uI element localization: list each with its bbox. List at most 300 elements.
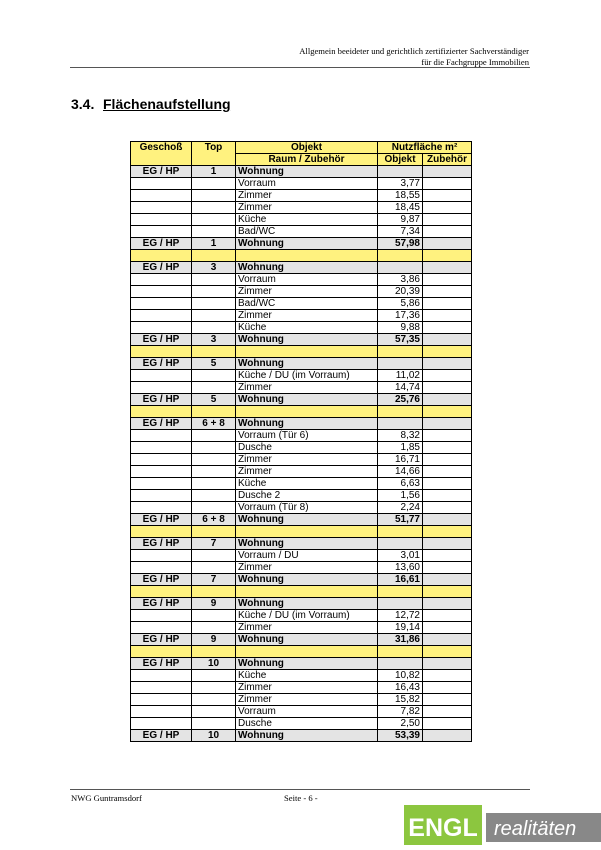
engl-logo bbox=[390, 803, 601, 848]
room-area: 18,55 bbox=[378, 190, 423, 202]
empty-cell bbox=[192, 202, 236, 214]
room-name: Zimmer bbox=[236, 310, 378, 322]
total-label: Wohnung bbox=[236, 730, 378, 742]
empty-cell bbox=[423, 202, 472, 214]
room-area: 1,85 bbox=[378, 442, 423, 454]
room-area: 9,88 bbox=[378, 322, 423, 334]
room-row bbox=[131, 610, 472, 622]
spacer-row bbox=[131, 646, 472, 658]
empty-cell bbox=[378, 250, 423, 262]
empty-cell bbox=[192, 610, 236, 622]
room-row bbox=[131, 202, 472, 214]
unit-header-row bbox=[131, 358, 472, 370]
footer-divider bbox=[70, 789, 530, 790]
total-area: 25,76 bbox=[378, 394, 423, 406]
unit-total-row bbox=[131, 574, 472, 586]
empty-cell bbox=[192, 286, 236, 298]
empty-cell bbox=[131, 406, 192, 418]
empty-cell bbox=[423, 610, 472, 622]
room-name: Küche / DU (im Vorraum) bbox=[236, 370, 378, 382]
empty-cell bbox=[423, 574, 472, 586]
empty-cell bbox=[131, 190, 192, 202]
room-name: Zimmer bbox=[236, 190, 378, 202]
unit-total-row bbox=[131, 730, 472, 742]
unit-label: Wohnung bbox=[236, 598, 378, 610]
empty-cell bbox=[131, 550, 192, 562]
empty-cell bbox=[131, 286, 192, 298]
unit-top: 9 bbox=[192, 598, 236, 610]
header-line-1: Allgemein beeideter und gerichtlich zertifizierter Sachverständiger bbox=[299, 46, 529, 56]
col-header-nutzflaeche: Nutzfläche m² bbox=[378, 142, 472, 154]
empty-cell bbox=[378, 586, 423, 598]
empty-cell bbox=[192, 526, 236, 538]
col-header-zub: Zubehör bbox=[423, 154, 472, 166]
room-area: 8,32 bbox=[378, 430, 423, 442]
empty-cell bbox=[131, 370, 192, 382]
room-name: Zimmer bbox=[236, 454, 378, 466]
unit-geschoss: EG / HP bbox=[131, 598, 192, 610]
room-area: 9,87 bbox=[378, 214, 423, 226]
empty-cell bbox=[192, 718, 236, 730]
footer-project: NWG Guntramsdorf bbox=[71, 793, 142, 803]
room-name: Vorraum bbox=[236, 274, 378, 286]
room-row bbox=[131, 622, 472, 634]
empty-cell bbox=[131, 430, 192, 442]
empty-cell bbox=[423, 622, 472, 634]
empty-cell bbox=[236, 346, 378, 358]
total-geschoss: EG / HP bbox=[131, 394, 192, 406]
room-row bbox=[131, 370, 472, 382]
total-geschoss: EG / HP bbox=[131, 730, 192, 742]
room-name: Dusche bbox=[236, 718, 378, 730]
empty-cell bbox=[423, 370, 472, 382]
unit-geschoss: EG / HP bbox=[131, 538, 192, 550]
unit-geschoss: EG / HP bbox=[131, 358, 192, 370]
header-divider bbox=[70, 67, 530, 68]
empty-cell bbox=[423, 226, 472, 238]
unit-header-row bbox=[131, 538, 472, 550]
spacer-row bbox=[131, 250, 472, 262]
empty-cell bbox=[423, 382, 472, 394]
room-name: Zimmer bbox=[236, 286, 378, 298]
room-area: 11,02 bbox=[378, 370, 423, 382]
empty-cell bbox=[192, 682, 236, 694]
empty-cell bbox=[423, 598, 472, 610]
empty-cell bbox=[131, 490, 192, 502]
room-row bbox=[131, 562, 472, 574]
empty-cell bbox=[423, 502, 472, 514]
empty-cell bbox=[378, 418, 423, 430]
room-area: 3,86 bbox=[378, 274, 423, 286]
empty-cell bbox=[192, 250, 236, 262]
room-area: 2,24 bbox=[378, 502, 423, 514]
empty-cell bbox=[423, 466, 472, 478]
empty-cell bbox=[192, 454, 236, 466]
room-row bbox=[131, 682, 472, 694]
empty-cell bbox=[236, 586, 378, 598]
unit-geschoss: EG / HP bbox=[131, 262, 192, 274]
empty-cell bbox=[131, 178, 192, 190]
empty-cell bbox=[423, 490, 472, 502]
room-area: 6,63 bbox=[378, 478, 423, 490]
empty-cell bbox=[423, 682, 472, 694]
empty-cell bbox=[192, 502, 236, 514]
empty-cell bbox=[192, 478, 236, 490]
total-label: Wohnung bbox=[236, 394, 378, 406]
empty-cell bbox=[192, 622, 236, 634]
empty-cell bbox=[131, 718, 192, 730]
unit-total-row bbox=[131, 334, 472, 346]
empty-cell bbox=[192, 382, 236, 394]
unit-header-row bbox=[131, 418, 472, 430]
room-row bbox=[131, 226, 472, 238]
empty-cell bbox=[131, 466, 192, 478]
empty-cell bbox=[131, 250, 192, 262]
empty-cell bbox=[378, 406, 423, 418]
total-geschoss: EG / HP bbox=[131, 238, 192, 250]
empty-cell bbox=[192, 550, 236, 562]
empty-cell bbox=[423, 718, 472, 730]
empty-cell bbox=[192, 298, 236, 310]
empty-cell bbox=[378, 166, 423, 178]
empty-cell bbox=[423, 406, 472, 418]
empty-cell bbox=[423, 178, 472, 190]
total-area: 57,98 bbox=[378, 238, 423, 250]
room-row bbox=[131, 442, 472, 454]
empty-cell bbox=[236, 406, 378, 418]
unit-top: 6 + 8 bbox=[192, 418, 236, 430]
room-row bbox=[131, 694, 472, 706]
empty-cell bbox=[131, 694, 192, 706]
empty-cell bbox=[423, 394, 472, 406]
unit-label: Wohnung bbox=[236, 166, 378, 178]
total-label: Wohnung bbox=[236, 574, 378, 586]
room-name: Küche / DU (im Vorraum) bbox=[236, 610, 378, 622]
total-geschoss: EG / HP bbox=[131, 334, 192, 346]
room-area: 17,36 bbox=[378, 310, 423, 322]
total-top: 10 bbox=[192, 730, 236, 742]
unit-top: 3 bbox=[192, 262, 236, 274]
room-area: 14,74 bbox=[378, 382, 423, 394]
empty-cell bbox=[423, 250, 472, 262]
total-geschoss: EG / HP bbox=[131, 574, 192, 586]
empty-cell bbox=[378, 526, 423, 538]
spacer-row bbox=[131, 406, 472, 418]
empty-cell bbox=[423, 550, 472, 562]
empty-cell bbox=[131, 322, 192, 334]
empty-cell bbox=[423, 634, 472, 646]
empty-cell bbox=[131, 706, 192, 718]
unit-total-row bbox=[131, 238, 472, 250]
empty-cell bbox=[423, 346, 472, 358]
empty-cell bbox=[236, 526, 378, 538]
total-top: 3 bbox=[192, 334, 236, 346]
unit-total-row bbox=[131, 634, 472, 646]
empty-cell bbox=[423, 646, 472, 658]
empty-cell bbox=[423, 730, 472, 742]
room-name: Zimmer bbox=[236, 382, 378, 394]
unit-label: Wohnung bbox=[236, 538, 378, 550]
room-name: Dusche bbox=[236, 442, 378, 454]
empty-cell bbox=[423, 538, 472, 550]
empty-cell bbox=[423, 166, 472, 178]
room-name: Zimmer bbox=[236, 694, 378, 706]
total-top: 6 + 8 bbox=[192, 514, 236, 526]
room-row bbox=[131, 550, 472, 562]
room-name: Vorraum / DU bbox=[236, 550, 378, 562]
room-area: 19,14 bbox=[378, 622, 423, 634]
spacer-row bbox=[131, 346, 472, 358]
empty-cell bbox=[423, 286, 472, 298]
header-line-2: für die Fachgruppe Immobilien bbox=[421, 56, 529, 67]
room-row bbox=[131, 190, 472, 202]
empty-cell bbox=[131, 646, 192, 658]
room-row bbox=[131, 286, 472, 298]
room-area: 7,34 bbox=[378, 226, 423, 238]
empty-cell bbox=[423, 190, 472, 202]
empty-cell bbox=[423, 562, 472, 574]
total-area: 53,39 bbox=[378, 730, 423, 742]
room-name: Vorraum bbox=[236, 706, 378, 718]
unit-label: Wohnung bbox=[236, 358, 378, 370]
empty-cell bbox=[378, 646, 423, 658]
room-name: Zimmer bbox=[236, 466, 378, 478]
unit-header-row bbox=[131, 598, 472, 610]
room-area: 16,43 bbox=[378, 682, 423, 694]
room-row bbox=[131, 298, 472, 310]
room-area: 3,01 bbox=[378, 550, 423, 562]
empty-cell bbox=[131, 346, 192, 358]
empty-cell bbox=[192, 226, 236, 238]
empty-cell bbox=[131, 310, 192, 322]
empty-cell bbox=[192, 466, 236, 478]
room-row bbox=[131, 454, 472, 466]
total-geschoss: EG / HP bbox=[131, 514, 192, 526]
empty-cell bbox=[423, 694, 472, 706]
room-area: 3,77 bbox=[378, 178, 423, 190]
room-row bbox=[131, 310, 472, 322]
empty-cell bbox=[131, 682, 192, 694]
empty-cell bbox=[378, 346, 423, 358]
room-area: 13,60 bbox=[378, 562, 423, 574]
room-row bbox=[131, 382, 472, 394]
spacer-row bbox=[131, 586, 472, 598]
room-area: 20,39 bbox=[378, 286, 423, 298]
room-area: 14,66 bbox=[378, 466, 423, 478]
unit-total-row bbox=[131, 514, 472, 526]
section-title bbox=[71, 96, 231, 112]
empty-cell bbox=[236, 250, 378, 262]
room-name: Zimmer bbox=[236, 202, 378, 214]
room-area: 12,72 bbox=[378, 610, 423, 622]
empty-cell bbox=[378, 358, 423, 370]
empty-cell bbox=[192, 694, 236, 706]
empty-cell bbox=[192, 430, 236, 442]
empty-cell bbox=[378, 262, 423, 274]
unit-geschoss: EG / HP bbox=[131, 658, 192, 670]
empty-cell bbox=[131, 478, 192, 490]
unit-top: 5 bbox=[192, 358, 236, 370]
empty-cell bbox=[423, 586, 472, 598]
empty-cell bbox=[192, 214, 236, 226]
empty-cell bbox=[423, 658, 472, 670]
empty-cell bbox=[423, 442, 472, 454]
empty-cell bbox=[131, 442, 192, 454]
total-geschoss: EG / HP bbox=[131, 634, 192, 646]
empty-cell bbox=[423, 358, 472, 370]
empty-cell bbox=[192, 490, 236, 502]
empty-cell bbox=[192, 442, 236, 454]
unit-header-row bbox=[131, 658, 472, 670]
empty-cell bbox=[423, 706, 472, 718]
unit-top: 7 bbox=[192, 538, 236, 550]
empty-cell bbox=[131, 670, 192, 682]
unit-header-row bbox=[131, 166, 472, 178]
empty-cell bbox=[378, 538, 423, 550]
col-header-geschoss: Geschoß bbox=[131, 142, 192, 166]
empty-cell bbox=[131, 586, 192, 598]
room-name: Vorraum bbox=[236, 178, 378, 190]
room-name: Küche bbox=[236, 670, 378, 682]
area-table bbox=[130, 141, 472, 742]
empty-cell bbox=[192, 586, 236, 598]
room-name: Küche bbox=[236, 322, 378, 334]
logo-sub: realitäten bbox=[494, 818, 577, 840]
unit-geschoss: EG / HP bbox=[131, 166, 192, 178]
room-area: 7,82 bbox=[378, 706, 423, 718]
total-label: Wohnung bbox=[236, 634, 378, 646]
empty-cell bbox=[423, 526, 472, 538]
total-top: 5 bbox=[192, 394, 236, 406]
empty-cell bbox=[192, 346, 236, 358]
unit-header-row bbox=[131, 262, 472, 274]
room-name: Bad/WC bbox=[236, 226, 378, 238]
empty-cell bbox=[378, 658, 423, 670]
empty-cell bbox=[192, 310, 236, 322]
empty-cell bbox=[423, 262, 472, 274]
room-area: 1,56 bbox=[378, 490, 423, 502]
total-area: 51,77 bbox=[378, 514, 423, 526]
empty-cell bbox=[192, 178, 236, 190]
empty-cell bbox=[423, 670, 472, 682]
empty-cell bbox=[192, 370, 236, 382]
room-row bbox=[131, 430, 472, 442]
empty-cell bbox=[423, 274, 472, 286]
total-label: Wohnung bbox=[236, 238, 378, 250]
unit-geschoss: EG / HP bbox=[131, 418, 192, 430]
empty-cell bbox=[423, 298, 472, 310]
room-row bbox=[131, 178, 472, 190]
empty-cell bbox=[131, 382, 192, 394]
room-name: Küche bbox=[236, 214, 378, 226]
room-row bbox=[131, 670, 472, 682]
empty-cell bbox=[192, 562, 236, 574]
empty-cell bbox=[192, 322, 236, 334]
empty-cell bbox=[131, 274, 192, 286]
empty-cell bbox=[192, 274, 236, 286]
total-area: 57,35 bbox=[378, 334, 423, 346]
spacer-row bbox=[131, 526, 472, 538]
total-top: 1 bbox=[192, 238, 236, 250]
empty-cell bbox=[423, 514, 472, 526]
total-top: 7 bbox=[192, 574, 236, 586]
total-top: 9 bbox=[192, 634, 236, 646]
empty-cell bbox=[423, 238, 472, 250]
total-label: Wohnung bbox=[236, 514, 378, 526]
empty-cell bbox=[192, 406, 236, 418]
empty-cell bbox=[423, 322, 472, 334]
unit-total-row bbox=[131, 394, 472, 406]
empty-cell bbox=[423, 430, 472, 442]
empty-cell bbox=[236, 646, 378, 658]
col-header-obj: Objekt bbox=[378, 154, 423, 166]
area-table-body bbox=[131, 166, 472, 742]
room-name: Zimmer bbox=[236, 622, 378, 634]
room-row bbox=[131, 490, 472, 502]
empty-cell bbox=[192, 706, 236, 718]
room-row bbox=[131, 478, 472, 490]
empty-cell bbox=[192, 190, 236, 202]
empty-cell bbox=[423, 214, 472, 226]
logo-brand: ENGL bbox=[408, 814, 478, 842]
col-header-objekt: Objekt bbox=[236, 142, 378, 154]
empty-cell bbox=[131, 526, 192, 538]
page-header bbox=[299, 46, 529, 67]
section-number: 3.4. bbox=[71, 96, 95, 112]
room-area: 16,71 bbox=[378, 454, 423, 466]
empty-cell bbox=[131, 622, 192, 634]
unit-top: 10 bbox=[192, 658, 236, 670]
empty-cell bbox=[378, 598, 423, 610]
room-row bbox=[131, 274, 472, 286]
empty-cell bbox=[131, 202, 192, 214]
room-name: Bad/WC bbox=[236, 298, 378, 310]
total-area: 31,86 bbox=[378, 634, 423, 646]
room-row bbox=[131, 502, 472, 514]
room-row bbox=[131, 706, 472, 718]
room-name: Küche bbox=[236, 478, 378, 490]
room-row bbox=[131, 322, 472, 334]
empty-cell bbox=[131, 214, 192, 226]
empty-cell bbox=[131, 226, 192, 238]
unit-label: Wohnung bbox=[236, 658, 378, 670]
total-area: 16,61 bbox=[378, 574, 423, 586]
empty-cell bbox=[423, 310, 472, 322]
footer-page-number: Seite - 6 - bbox=[284, 793, 318, 803]
unit-top: 1 bbox=[192, 166, 236, 178]
room-row bbox=[131, 214, 472, 226]
unit-label: Wohnung bbox=[236, 262, 378, 274]
empty-cell bbox=[423, 418, 472, 430]
col-header-top: Top bbox=[192, 142, 236, 166]
unit-label: Wohnung bbox=[236, 418, 378, 430]
room-name: Dusche 2 bbox=[236, 490, 378, 502]
section-title-text: Flächenaufstellung bbox=[103, 96, 231, 112]
empty-cell bbox=[131, 454, 192, 466]
room-area: 2,50 bbox=[378, 718, 423, 730]
room-name: Vorraum (Tür 6) bbox=[236, 430, 378, 442]
room-area: 18,45 bbox=[378, 202, 423, 214]
empty-cell bbox=[192, 670, 236, 682]
empty-cell bbox=[131, 610, 192, 622]
room-row bbox=[131, 718, 472, 730]
room-name: Zimmer bbox=[236, 682, 378, 694]
empty-cell bbox=[423, 478, 472, 490]
empty-cell bbox=[192, 646, 236, 658]
empty-cell bbox=[131, 502, 192, 514]
room-row bbox=[131, 466, 472, 478]
empty-cell bbox=[423, 334, 472, 346]
